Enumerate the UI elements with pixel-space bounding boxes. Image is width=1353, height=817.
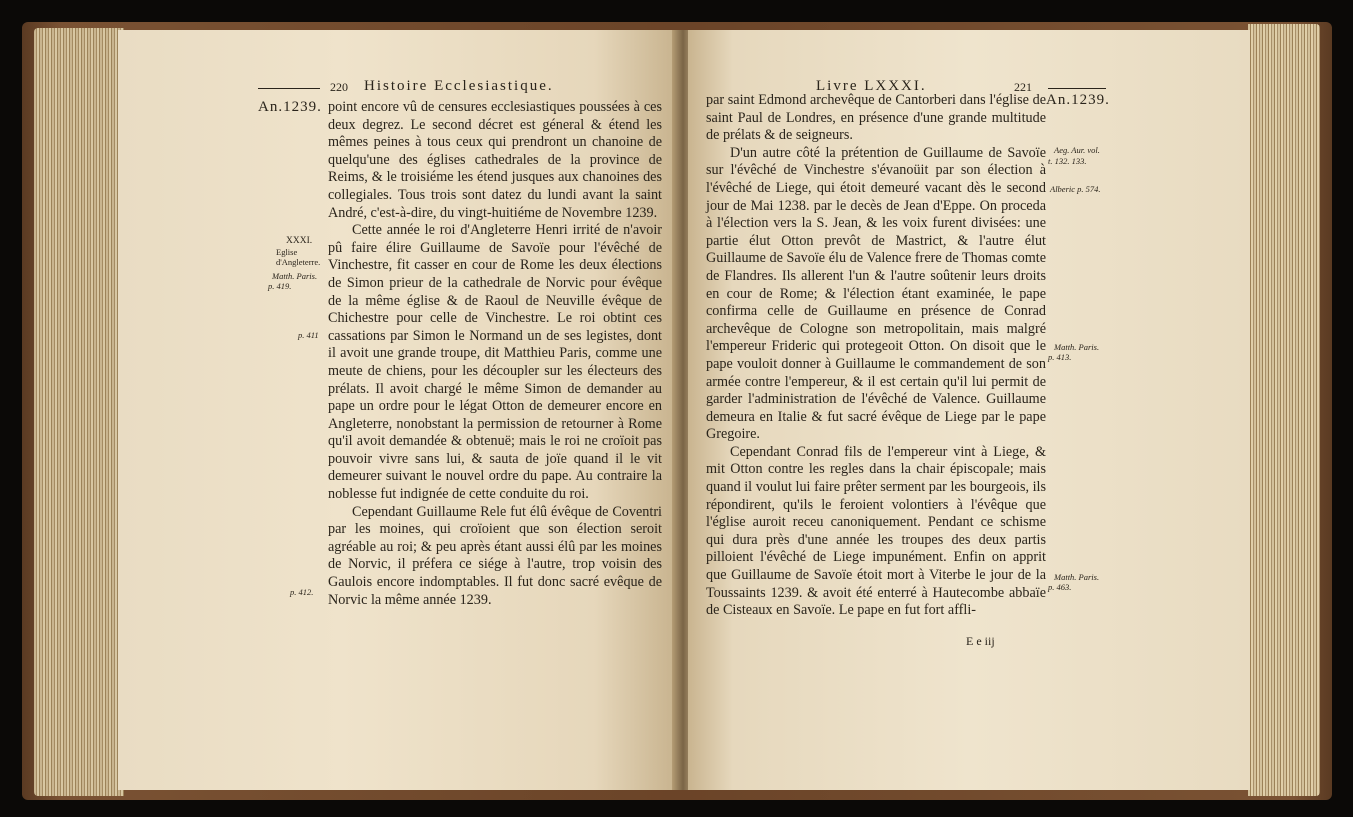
right-body-text (706, 92, 1046, 620)
left-margin-section-title: Eglise d'Angleterre. (276, 247, 321, 267)
left-margin-ref1-page: p. 419. (268, 281, 292, 291)
left-body-text (328, 99, 662, 609)
right-page-edges (1248, 24, 1320, 796)
right-margin-ref2: Alberic p. 574. (1050, 184, 1101, 194)
left-page-edges (34, 28, 124, 796)
left-margin-section (286, 236, 312, 246)
right-paragraph-3: Cependant Conrad fils de l'empereur vint à Liege, & mit Otton contre les regles dans la chair épiscopale; mais quand il voulut lui faire prêter serment par les bourgeois, ils répondirent, qu'ils le feroient volontiers à l'évêque que l'église auroit receu canoniquement. Pendant ce schisme qui dura près d'une année les troupes des deux partis pilloient l'évêché de Liege impunément. Enfin on apprit que Guillaume de Savoïe étoit mort à Viterbe le jour de la Toussaints 1239. & avoit été enterré à Hautecombe abbaïe de Cisteaux en Savoïe. Le pape en fut fort affli- (706, 443, 1046, 619)
right-margin-ref1b: t. 132. 133. (1048, 156, 1087, 166)
section-number: XXXI. (286, 236, 313, 246)
left-margin-ref2: p. 411 (298, 330, 319, 340)
left-margin-ref1-author: Matth. Paris. (272, 271, 318, 281)
left-running-head: Histoire Ecclesiastique. (364, 78, 554, 94)
right-margin-ref3b: p. 413. (1048, 352, 1072, 362)
right-paragraph-1: par saint Edmond archevêque de Cantorberi dans l'église de saint Paul de Londres, en présence d'une grande multitude de prélats & de seigneurs. (706, 92, 1046, 144)
right-margin-ref4b: p. 463. (1048, 582, 1072, 592)
signature-mark: E e iij (966, 634, 995, 648)
right-margin-ref1: Aeg. Aur. vol. (1054, 145, 1100, 155)
right-head-rule (1048, 88, 1106, 89)
right-margin-ref4: Matth. Paris. (1054, 572, 1100, 582)
left-head-rule (258, 88, 320, 89)
right-margin-ref3: Matth. Paris. (1054, 342, 1100, 352)
right-page-number: 221 (1014, 80, 1032, 94)
left-page-number: 220 (330, 80, 348, 94)
left-paragraph-2: Cette année le roi d'Angleterre Henri irrité de n'avoir pû faire élire Guillaume de Savoïe pour l'évêché de Vinchestre, fit casser en cour de Rome les deux élections de Simon prieur de la cathedrale de Norvic pour évêque de la même église & de Raoul de Neuville évêque de Chichestre pour celle de Vinchestre. Le roi obtint ces cassations par Simon le Normand un de ses legistes, dont il avoit une grande troupe, dit Matthieu Paris, comme une meute de chiens, pour les découpler sur les électeurs des prélats. Il avoit chargé le même Simon de demander au pape un ordre pour le légat Otton de demeurer encore en Angleterre, nonobstant la permission de retourner à Rome qu'il avoit demandée & obtenuë; mais le roi ne croïoit pas pouvoir vivre sans lui, & sauta de joïe quand il le vit demeurer suivant le nouvel ordre du pape. Au contraire la noblesse fut indignée de cette conduite du roi. (328, 222, 662, 503)
left-paragraph-1: point encore vû de censures ecclesiastiques poussées à ces deux degrez. Le second décret est géneral & étend les mêmes peines à tous ceux qui prendront un chanoine de quelqu'une des églises cathedrales de la province de Reims, & le troisiéme les étend jusques aux chanoines des collegiales. Tous trois sont datez du lundi avant la saint André, c'est-à-dire, du vingt-huitiéme de Novembre 1239. (328, 99, 662, 221)
right-running-head: Livre LXXXI. (816, 78, 927, 94)
left-margin-ref3: p. 412. (290, 587, 314, 597)
left-year: An.1239. (258, 99, 322, 115)
left-paragraph-3: Cependant Guillaume Rele fut élû évêque de Coventri par les moines, qui croïoient que son élection seroit agréable au roi; & peu après étant aussi élû par les moines de Norvic, il préfera ce siége à l'autre, trop voisin des Gaulois encore indomptables. Il fut donc sacré evêque de Norvic la même année 1239. (328, 503, 662, 608)
right-paragraph-2: D'un autre côté la prétention de Guillaume de Savoïe sur l'évêché de Vinchestre s'évanoüit par son élection à l'évêché de Liege, qui étoit demeuré vacant dès le second jour de Mai 1238. par le decès de Jean d'Eppe. On proceda à l'élection vers la S. Jean, & les voix furent divisées: une partie élut Otton prevôt de Mastrict, & l'autre élut Guillaume de Savoïe élu de Valence frere de Thomas comte de Flandres. Ils allerent l'un & l'autre soûtenir leurs droits en cour de Rome; & l'élection étant examinée, le pape confirma celle de Guillaume en présence de Conrad archevêque de Cologne son metropolitain, mais malgré l'empereur Frideric qui protegeoit Otton. On disoit que le pape vouloit donner à Guillaume le commandement de son armée contre l'empereur, & il est certain qu'il lui permit de garder l'administration de l'évêché de Valence. Guillaume demeura en Italie & fut sacré évêque de Liege par le pape Gregoire. (706, 144, 1046, 443)
right-year: An.1239. (1046, 92, 1110, 108)
